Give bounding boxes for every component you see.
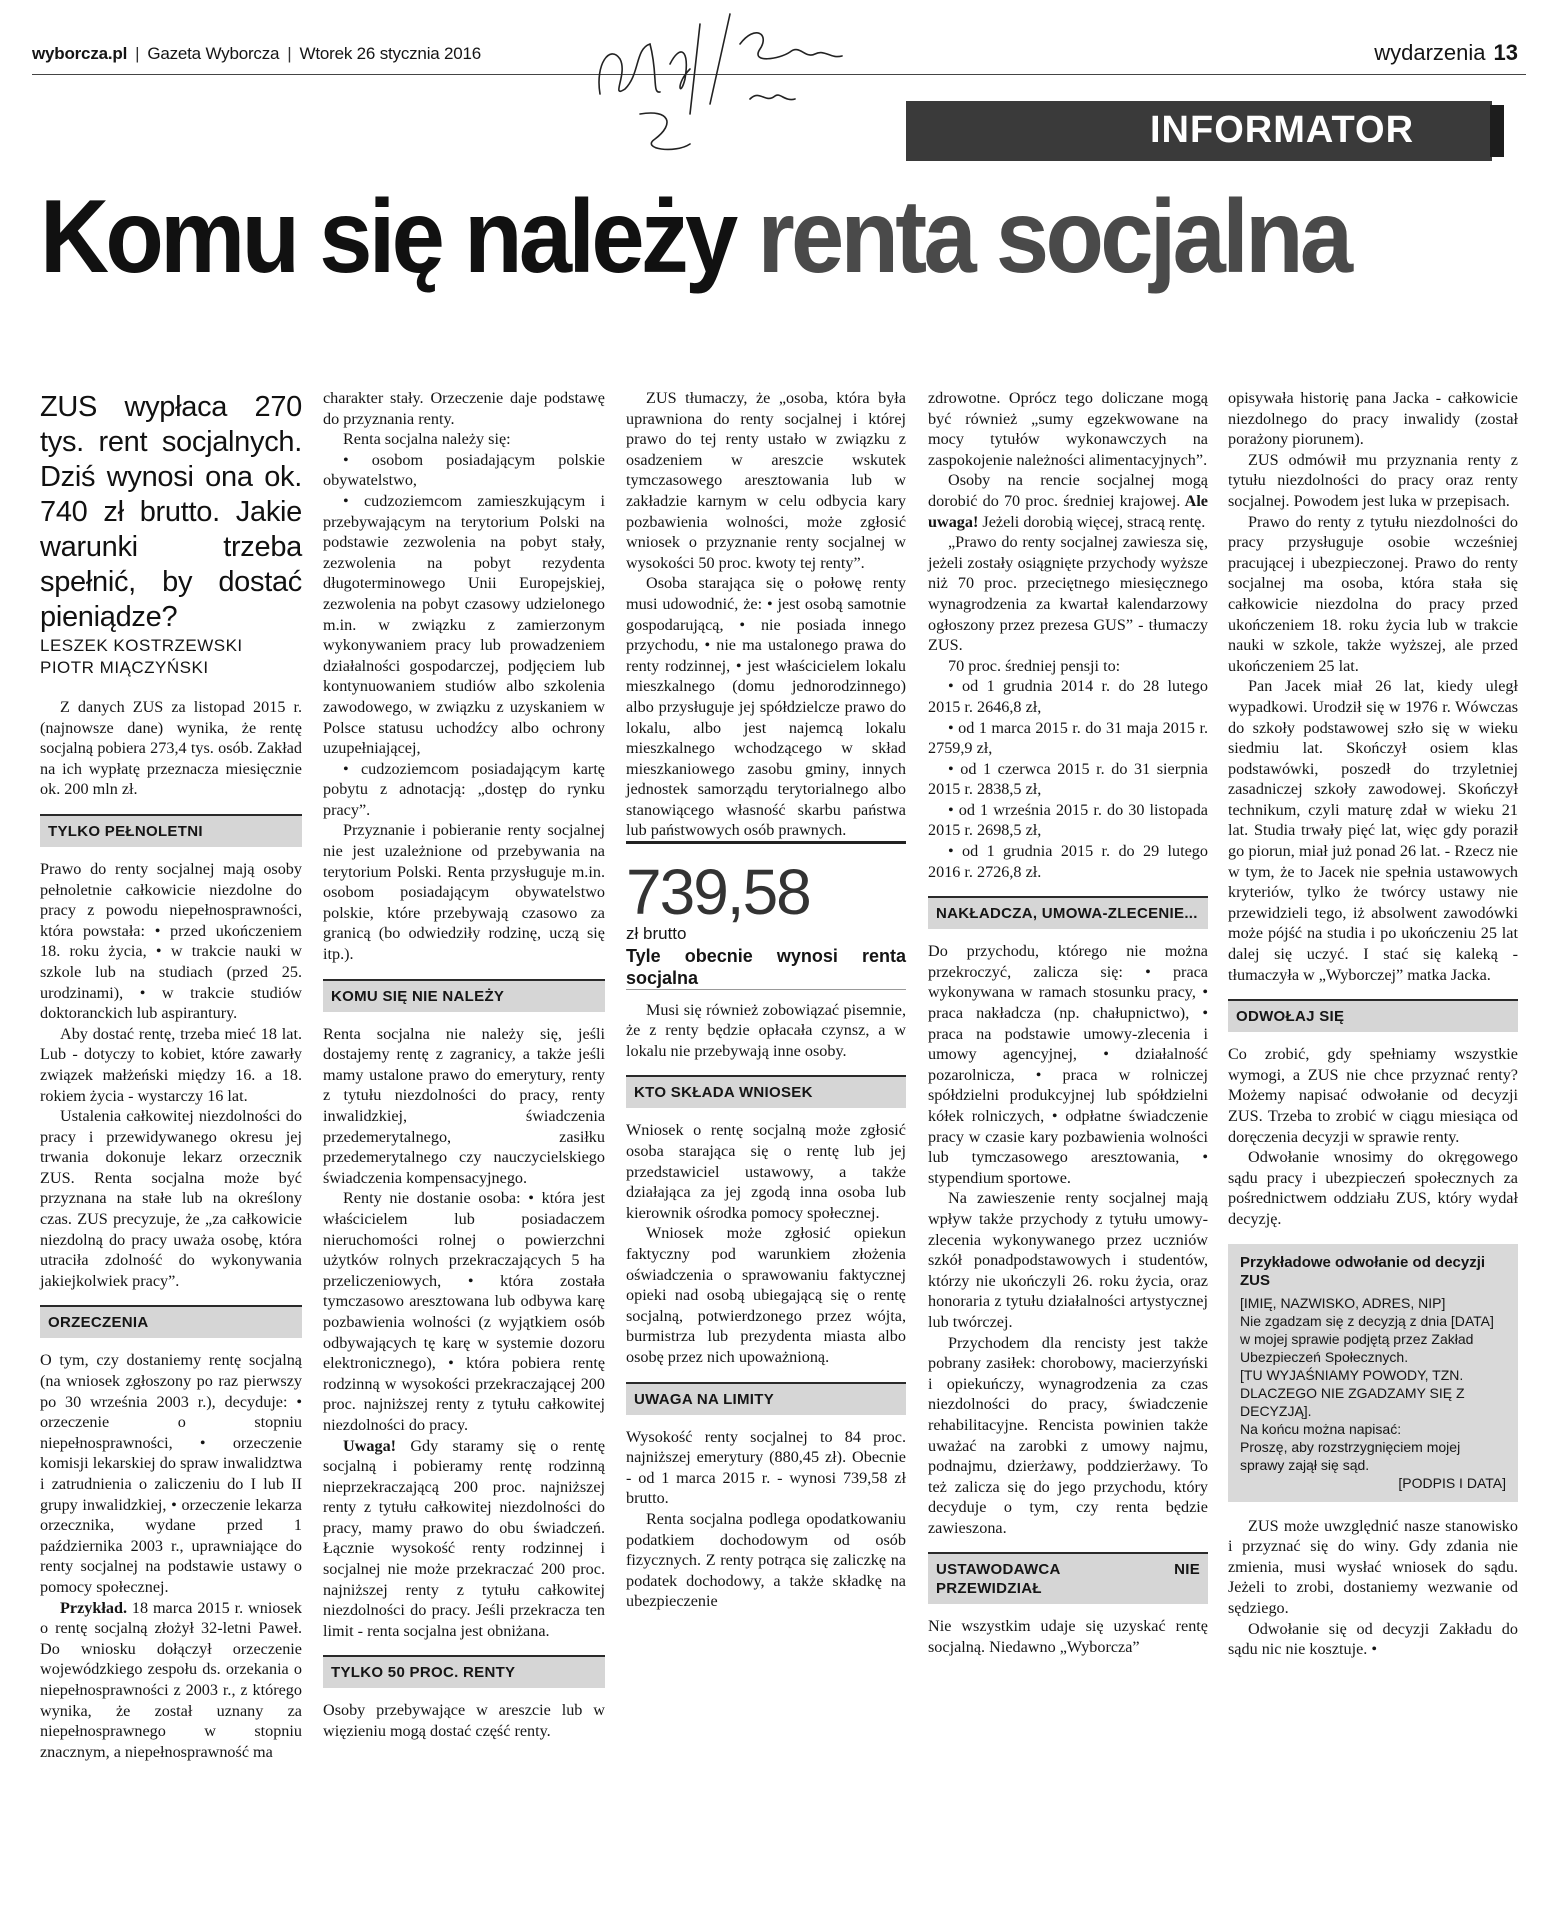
subhead-pelnoletni: TYLKO PEŁNOLETNI — [40, 814, 302, 847]
earning-limit-warning: Jeżeli dorobią więcej, stracą rentę. — [978, 512, 1206, 531]
sample-signature-line: [PODPIS I DATA] — [1398, 1474, 1506, 1491]
column-4 — [928, 388, 1208, 1658]
highlight-number: 739,58 — [626, 856, 810, 929]
sample-line: [IMIĘ, NAZWISKO, ADRES, NIP] — [1240, 1294, 1446, 1311]
body-paragraph: Aby dostać rentę, trzeba mieć 18 lat. Lub - dotyczy to kobiet, które zawarły związek małżeński między 16. a 18. rokiem życia - wystarczy 16 lat. — [40, 1024, 302, 1105]
body-paragraph: Na zawieszenie renty socjalnej mają wpływ także przychody z tytułu umowy-zlecenia wykonywanego przez uczniów szkół ponadpodstawowych i studentów, którzy nie ukończyli 26. roku życia, oraz honoraria z tytułu działalności artystycznej lub twórczej. — [928, 1189, 1208, 1331]
body-paragraph: charakter stały. Orzeczenie daje podstawę do przyznania renty. — [323, 389, 605, 428]
limit-list-item: • od 1 grudnia 2015 r. do 29 lutego 2016 r. 2726,8 zł. — [928, 842, 1208, 881]
body-paragraph: Co zrobić, gdy spełniamy wszystkie wymogi, a ZUS nie chce przyznać renty? Możemy napisać odwołanie od decyzji ZUS. Trzeba to zrobić w ciągu miesiąca od doręczenia decyzji w sprawie renty. — [1228, 1045, 1518, 1146]
sample-line: Proszę, aby rozstrzygnięciem mojej sprawy zajął się sąd. — [1240, 1438, 1461, 1473]
masthead-line: wyborcza.pl | Gazeta Wyborcza | Wtorek 26 stycznia 2016 — [32, 44, 482, 63]
sample-line: Nie zgadzam się z decyzją z dnia [DATA] w mojej sprawie podjętą przez Zakład Ubezpieczeń Społecznych. — [1240, 1312, 1494, 1365]
body-paragraph: Osoby przebywające w areszcie lub w więzieniu mogą dostać część renty. — [323, 1701, 605, 1741]
body-paragraph: opisywała historię pana Jacka - całkowicie niezdolnego do pracy inwalidy (został porażony piorunem). — [1228, 389, 1518, 449]
subhead-wniosek: KTO SKŁADA WNIOSEK — [626, 1075, 906, 1108]
warning-label: Ale uwaga! — [928, 491, 1208, 531]
limit-list-item: • od 1 września 2015 r. do 30 listopada 2015 r. 2698,5 zł, — [928, 800, 1208, 840]
earning-limit-text: Osoby na rencie socjalnej mogą dorobić do 70 proc. średniej krajowej. — [928, 471, 1208, 510]
body-paragraph: Ustalenia całkowitej niezdolności do pracy i przewidywanego okresu jej trwania dokonuje lekarz orzecznik ZUS. Renta socjalna może być przyznana na stałe lub na określony czas. ZUS precyzuje, że „za całkowicie niezdolną do pracy uważa osobę, która utraciła zdolność do wykonywania jakiejkolwiek pracy”. — [40, 1107, 302, 1290]
body-paragraph: O tym, czy dostaniemy rentę socjalną (na wniosek zgłoszony po raz pierwszy po 30 września 2003 r.), decyduje: • orzeczenie o stopniu niepełnosprawności, • orzeczenie komisji lekarskiej do spraw inwalidztwa i zatrudnienia o zaliczeniu do I lub II grupy inwalidzkiej, • orzeczenie lekarza orzecznika, wydane przed 1 października 2003 r., uprawniające do renty socjalnej na podstawie ustawy o pomocy społecznej. — [40, 1351, 302, 1596]
subhead-orzeczenia: ORZECZENIA — [40, 1305, 302, 1338]
subhead-ustawodawca: USTAWODAWCA NIE PRZEWIDZIAŁ — [928, 1552, 1208, 1604]
body-paragraph: Przychodem dla rencisty jest także pobrany zasiłek: chorobowy, macierzyński i opiekuńczy, wynagrodzenia za czas niezdolności do pracy, świadczenie rehabilitacyjne. Rencista powinien także uważać na zarobki z umowy najmu, podnajmu, dzierżawy, poddzierżawy. To też zalicza się do jego przychodu, który decyduje o tym, czy renta będzie zawieszona. — [928, 1333, 1208, 1537]
body-paragraph: ZUS tłumaczy, że „osoba, która była uprawniona do renty socjalnej i której prawo do tej renty ustało w związku z osadzeniem w areszcie wskutek tymczasowego aresztowania lub w zakładzie karnym w celu odbycia kary pozbawienia wolności, może zgłosić wniosek o przyznanie renty socjalnej w wysokości 50 proc. kwoty tej renty”. — [626, 389, 906, 572]
body-paragraph: ZUS odmówił mu przyznania renty z tytułu niezdolności do pracy oraz renty socjalnej. Powodem jest luka w przepisach. — [1228, 450, 1518, 510]
section-name: wydarzenia — [1374, 40, 1486, 65]
body-paragraph: Renta socjalna należy się: — [343, 430, 511, 449]
handwritten-signature — [580, 4, 960, 154]
highlight-number-box — [626, 841, 906, 990]
site-name[interactable]: wyborcza.pl — [32, 44, 128, 63]
body-paragraph: • cudzoziemcom posiadającym kartę pobytu z adnotacją: „dostęp do rynku pracy”. — [323, 759, 605, 819]
subhead-odwolaj: ODWOŁAJ SIĘ — [1228, 999, 1518, 1032]
body-paragraph: Renta socjalna podlega opodatkowaniu podatkiem dochodowym od osób fizycznych. Z renty potrąca się zaliczkę na podatek dochodowy, a także składkę na ubezpieczenie — [626, 1509, 906, 1611]
sample-line: Na końcu można napisać: — [1240, 1420, 1402, 1437]
section-header — [1374, 40, 1518, 66]
body-paragraph — [40, 1598, 302, 1763]
example-text: 18 marca 2015 r. wniosek o rentę socjalną złożył 32-letni Paweł. Do wniosku dołączył orzeczenie wojewódzkiego zespołu ds. orzekania o niepełnosprawności z 2003 r., z którego wynika, że został uznany za niepełnosprawnego w stopniu znacznym, a niepełnosprawność ma — [40, 1598, 302, 1761]
headline-part2: renta socjalna — [757, 179, 1350, 295]
warning-text: Gdy staramy się o rentę socjalną i pobieramy rentę rodzinną nieprzekraczającą 200 proc. najniższej renty z tytułu całkowitej niezdolności do pracy, mamy prawo do obu świadczeń. Łącznie wysokość renty rodzinnej i socjalnej nie może przekraczać 200 proc. najniższej renty z tytułu całkowitej niezdolności do pracy. Jeśli przekracza ten limit - renta socjalna jest obniżana. — [323, 1436, 605, 1640]
body-paragraph: Odwołanie wnosimy do okręgowego sądu pracy i ubezpieczeń społecznych za pośrednictwem oddziału ZUS, który wydał decyzję. — [1228, 1148, 1518, 1228]
column-1 — [40, 390, 302, 1762]
limit-list-item: • od 1 marca 2015 r. do 31 maja 2015 r. 2759,9 zł, — [928, 718, 1208, 758]
body-paragraph: Do przychodu, którego nie można przekroczyć, zalicza się: • praca wykonywana w ramach stosunku pracy, • praca nakładcza (np. chałupnictwo), • praca na podstawie umowy-zlecenia i umowy agencyjnej, • działalność pozarolnicza, • praca w rolniczej spółdzielni produkcyjnej lub spółdzielni kółek rolniczych, • odpłatne świadczenie pracy w czasie kary pozbawienia wolności lub tymczasowego aresztowania, • stypendium sportowe. — [928, 942, 1208, 1187]
body-paragraph: zdrowotne. Oprócz tego doliczane mogą być również „sumy egzekwowane na mocy tytułów wykonawczych na zaspokojenie należności alimentacyjnych”. — [928, 389, 1208, 469]
body-paragraph: Osoba starająca się o połowę renty musi udowodnić, że: • jest osobą samotnie gospodarującą, • nie posiada innego przychodu, • nie ma ustalonego prawa do renty rodzinnej, • jest właścicielem lokalu mieszkalnego (domu jednorodzinnego) albo przysługuje jej spółdzielcze prawo do lokalu, albo jest najemcą lokalu mieszkalnego wchodzącego w skład mieszkaniowego zasobu gminy, innych jednostek samorządu terytorialnego albo stanowiącego własność skarbu państwa lub państwowych osób prawnych. — [626, 574, 906, 840]
body-paragraph: • cudzoziemcom zamieszkującym i przebywającym na terytorium Polski na podstawie zezwolenia na pobyt stały, zezwolenia na pobyt rezydenta długoterminowego Unii Europejskiej, zezwolenia na pobyt czasowy udzielonego m.in. w związku z zamierzonym wykonywaniem pracy lub prowadzeniem działalności gospodarczej, podjęciem lub kontynuowaniem studiów albo szkolenia zawodowego, w związku z uzyskaniem w Polsce statusu uchodźcy albo ochrony uzupełniającej, — [323, 491, 605, 758]
subhead-nakladcza: NAKŁADCZA, UMOWA-ZLECENIE... — [928, 896, 1208, 929]
body-paragraph: Prawo do renty z tytułu niezdolności do pracy przysługuje osobie wcześniej pracującej i ubezpieczonej. Prawo do renty socjalnej ma osoba, która stała się całkowicie niezdolna do pracy przed ukończeniem 18. roku życia lub w trakcie nauki w szkole, także wyższej, ale przed ukończeniem 25 lat. — [1228, 512, 1518, 675]
column-3 — [626, 388, 906, 1612]
sample-appeal-title: Przykładowe odwołanie od decyzji ZUS — [1240, 1253, 1486, 1289]
subhead-limity: UWAGA NA LIMITY — [626, 1382, 906, 1415]
body-paragraph: Nie wszystkim udaje się uzyskać rentę socjalną. Niedawno „Wyborcza” — [928, 1617, 1208, 1657]
body-paragraph: Wniosek może zgłosić opiekun faktyczny pod warunkiem złożenia oświadczenia o sprawowaniu faktycznej opieki nad osobą ubiegającą się o rentę socjalną, potwierdzonego przez wójta, burmistrza lub prezydenta miasta albo osobę przez nich upoważnioną. — [626, 1224, 906, 1366]
paper-name: Gazeta Wyborcza — [147, 44, 280, 63]
sample-appeal-box — [1228, 1244, 1518, 1502]
intro-paragraph: Z danych ZUS za listopad 2015 r. (najnowsze dane) wynika, że rentę socjalną pobiera 273,4 tys. osób. Zakład na ich wypłatę przeznacza miesięcznie ok. 200 mln zł. — [40, 698, 302, 799]
body-paragraph: Renta socjalna nie należy się, jeśli dostajemy rentę z zagranicy, a także jeśli mamy ustalone prawo do emerytury, renty z tytułu niezdolności do pracy, renty inwalidzkiej, świadczenia przedemerytalnego, zasiłku przedemerytalnego czy nauczycielskiego świadczenia kompensacyjnego. — [323, 1024, 605, 1187]
subhead-komu-nie: KOMU SIĘ NIE NALEŻY — [323, 979, 605, 1012]
body-paragraph: Odwołanie się od decyzji Zakładu do sądu nic nie kosztuje. • — [1228, 1619, 1518, 1659]
section-banner — [906, 101, 1492, 161]
limit-list-item: • od 1 grudnia 2014 r. do 28 lutego 2015 r. 2646,8 zł, — [928, 677, 1208, 716]
body-paragraph: Musi się również zobowiązać pisemnie, że z renty będzie opłacała czynsz, a w lokalu nie przebywają inne osoby. — [626, 1000, 906, 1060]
subhead-50-proc: TYLKO 50 PROC. RENTY — [323, 1655, 605, 1688]
limit-list-item: • od 1 czerwca 2015 r. do 31 sierpnia 2015 r. 2838,5 zł, — [928, 759, 1208, 799]
body-paragraph: Wniosek o rentę socjalną może zgłosić osoba starająca się o rentę lub jej przedstawiciel ustawowy, a także działająca za jej zgodą inna osoba lub kierownik ośrodka pomocy społecznej. — [626, 1121, 906, 1222]
body-paragraph: Pan Jacek miał 26 lat, kiedy uległ wypadkowi. Urodził się w 1976 r. Wówczas do szkoły podstawowej szło się w wieku siedmiu lat. Skończył osiem klas podstawówki, poszedł do trzyletniej zasadniczej szkoły zawodowej. Skończył technikum, czyli maturę zdał w wieku 21 lat. Studia trwały pięć lat, więc gdy poraził go piorun, miał już ponad 26 lat. - Rzecz nie w tym, że to Jacek nie spełnia ustawowych kryteriów, tylko że twórcy ustawy nie przewidzieli tego, iż absolwent zawodówki może pójść na studia i po ukończeniu 25 lat dalej się uczyć. I stać się kaleką - tłumaczyła w „Wyborczej” matka Jacka. — [1228, 677, 1518, 984]
body-paragraph — [323, 1436, 605, 1642]
body-paragraph: „Prawo do renty socjalnej zawiesza się, jeżeli zostały osiągnięte przychody wyższe niż 70 proc. przeciętnego miesięcznego wynagrodzenia za kwartał kalendarzowy ogłoszony przez prezesa GUS” - tłumaczy ZUS. — [928, 533, 1208, 655]
sample-line: [TU WYJAŚNIAMY POWODY, TZN. DLACZEGO NIE ZGADZAMY SIĘ Z DECYZJĄ]. — [1240, 1366, 1465, 1419]
body-paragraph: ZUS może uwzględnić nasze stanowisko i przyznać się do winy. Gdy zdania nie zmienia, musi wysłać wniosek do sądu. Jeżeli to zrobi, dostaniemy wezwanie od sędziego. — [1228, 1516, 1518, 1617]
body-paragraph — [928, 470, 1208, 532]
issue-date: Wtorek 26 stycznia 2016 — [299, 44, 482, 63]
author-1: LESZEK KOSTRZEWSKI — [40, 636, 243, 655]
body-paragraph: • osobom posiadającym polskie obywatelstwo, — [323, 450, 605, 490]
banner-edge-mark — [1490, 105, 1504, 157]
body-paragraph: Wysokość renty socjalnej to 84 proc. najniższej emerytury (880,45 zł). Obecnie - od 1 marca 2015 r. - wynosi 739,58 zł brutto. — [626, 1427, 906, 1508]
body-paragraph: Przyznanie i pobieranie renty socjalnej nie jest uzależnione od przebywania na terytorium Polski. Renta przysługuje m.in. osobom posiadającym obywatelstwo polskie, które przebywają czasowo za granicą (bo odwiedziły rodzinę, uczą się itp.). — [323, 821, 605, 964]
body-paragraph: Renty nie dostanie osoba: • która jest właścicielem lub posiadaczem nieruchomości rolnej o powierzchni użytków rolnych przekraczających 5 ha przeliczeniowych, • która została tymczasowo aresztowana lub odbywa karę pozbawienia wolności (z wyjątkiem osób odbywających tę karę w systemie dozoru elektronicznego), • która pobiera rentę rodzinną w wysokości przekraczającej 200 proc. najniższej renty z tytułu całkowitej niezdolności do pracy. — [323, 1189, 605, 1434]
column-2 — [323, 388, 605, 1742]
column-5 — [1228, 388, 1518, 1660]
body-paragraph: 70 proc. średniej pensji to: — [948, 656, 1121, 675]
page-number: 13 — [1493, 40, 1518, 65]
highlight-caption: Tyle obecnie wynosi renta socjalna — [626, 945, 906, 988]
body-paragraph: Prawo do renty socjalnej mają osoby pełnoletnie całkowicie niezdolne do pracy z powodu niepełnosprawności, która powstała: • przed ukończeniem 18. roku życia, • w trakcie nauki w szkole lub na studiach (przed 25. urodzinami), • w trakcie studiów doktoranckich lub aspirantury. — [40, 859, 302, 1023]
byline — [40, 635, 302, 679]
headline-part1: Komu się należy — [40, 179, 735, 295]
example-label: Przykład. — [60, 1598, 127, 1617]
lead-paragraph: ZUS wypłaca 270 tys. rent socjalnych. Dziś wynosi ona ok. 740 zł brutto. Jakie warunki trzeba spełnić, by dostać pieniądze? — [40, 391, 302, 633]
headline — [40, 179, 1402, 295]
author-2: PIOTR MIĄCZYŃSKI — [40, 658, 209, 677]
warning-label: Uwaga! — [343, 1436, 397, 1455]
highlight-unit: zł brutto — [626, 924, 687, 944]
banner-label: INFORMATOR — [1150, 109, 1415, 151]
